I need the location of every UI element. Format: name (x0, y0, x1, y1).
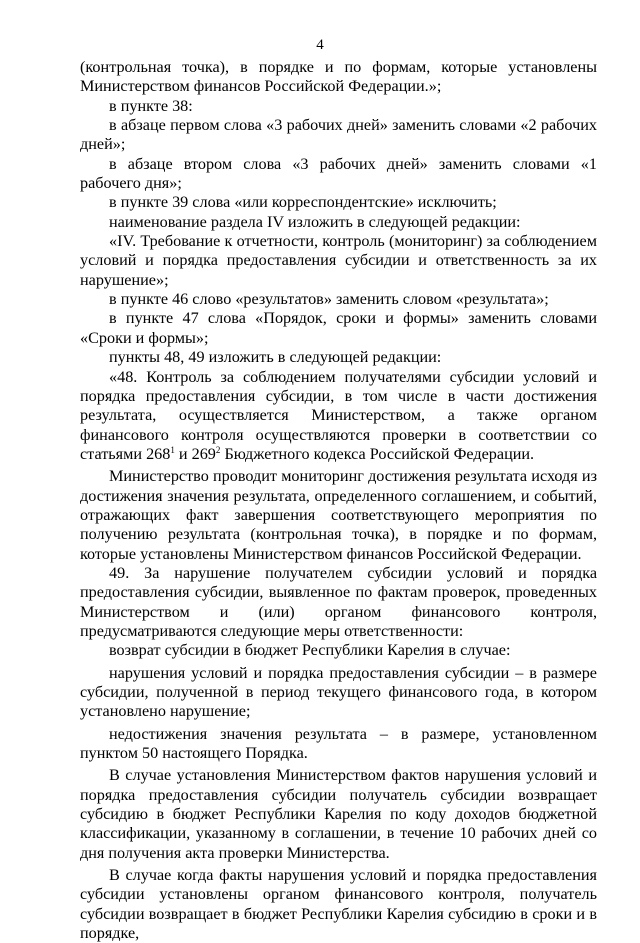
paragraph-section-iv-title: «IV. Требование к отчетности, контроль (мониторинг) за соблюдением условий и порядка предоставления субсидии и ответственность за их нарушение»; (80, 232, 597, 289)
paragraph-non-achievement: недостижения значения результата – в размере, установленном пунктом 50 настоящего Порядка. (80, 724, 597, 763)
paragraph-control-body-findings: В случае когда факты нарушения условий и порядка предоставления субсидии установлены органом финансового контроля, получатель субсидии возвращает в бюджет Республики Карелия субсидию в сроки и в порядке, (80, 866, 597, 943)
p48-superscript-2: 2 (215, 444, 221, 455)
paragraph-return-subsidy: возврат субсидии в бюджет Республики Карелия в случае: (109, 641, 511, 660)
p48-text-before: «48. Контроль за соблюдением получателями субсидии условий и порядка предоставления субсидии, в том числе в части достижения результата, осуществляется Министерством, а также органом финансового контроля осуществляются проверки в соответствии со статьями 268 (80, 367, 597, 463)
paragraph-item-38-second: в абзаце втором слова «3 рабочих дней» заменить словами «1 рабочего дня»; (80, 154, 597, 193)
paragraph-ministry-findings: В случае установления Министерством фактов нарушения условий и порядка предоставления субсидии получатель субсидии возвращает субсидию в бюджет Республики Карелия по коду доходов бюджетной классификации, указанному в соглашении, в течение 10 рабочих дней со дня получения акта проверки Министерства. (80, 766, 597, 862)
paragraph-monitoring: Министерство проводит мониторинг достижения результата исходя из достижения значения результата, определенного соглашением, и событий, отражающих факт завершения соответствующего мероприятия по получению результата (контрольная точка), в порядке и по формам, которые установлены Министерством финансов Российской Федерации. (80, 467, 597, 563)
p48-superscript-1: 1 (170, 444, 175, 455)
paragraph-item-39: в пункте 39 слова «или корреспондентские» исключить; (109, 193, 497, 212)
p48-text-mid: и 269 (174, 444, 216, 463)
p48-text-after: Бюджетного кодекса Российской Федерации. (220, 444, 535, 463)
document-body (80, 58, 597, 943)
paragraph-item-48 (80, 368, 597, 465)
paragraph-continuation: (контрольная точка), в порядке и по формам, которые установлены Министерством финансов Российской Федерации.»; (80, 58, 597, 96)
paragraph-item-38: в пункте 38: (109, 96, 193, 115)
paragraph-item-38-first: в абзаце первом слова «3 рабочих дней» заменить словами «2 рабочих дней»; (80, 116, 597, 154)
paragraph-violation-conditions: нарушения условий и порядка предоставления субсидии – в размере субсидии, полученной в период текущего финансового года, в котором установлено нарушение; (80, 663, 597, 721)
paragraph-item-46: в пункте 46 слово «результатов» заменить словом «результата»; (109, 290, 549, 309)
paragraph-section-iv: наименование раздела IV изложить в следующей редакции: (109, 212, 521, 231)
page-number: 4 (316, 37, 324, 53)
paragraph-items-48-49: пункты 48, 49 изложить в следующей редакции: (109, 348, 442, 367)
paragraph-item-49: 49. За нарушение получателем субсидии условий и порядка предоставления субсидии, выявленное по фактам проверок, проведенных Министерством и (или) органом финансового контроля, предусматриваются следующие меры ответственности: (80, 563, 597, 640)
paragraph-item-47: в пункте 47 слова «Порядок, сроки и формы» заменить словами «Сроки и формы»; (80, 309, 597, 347)
